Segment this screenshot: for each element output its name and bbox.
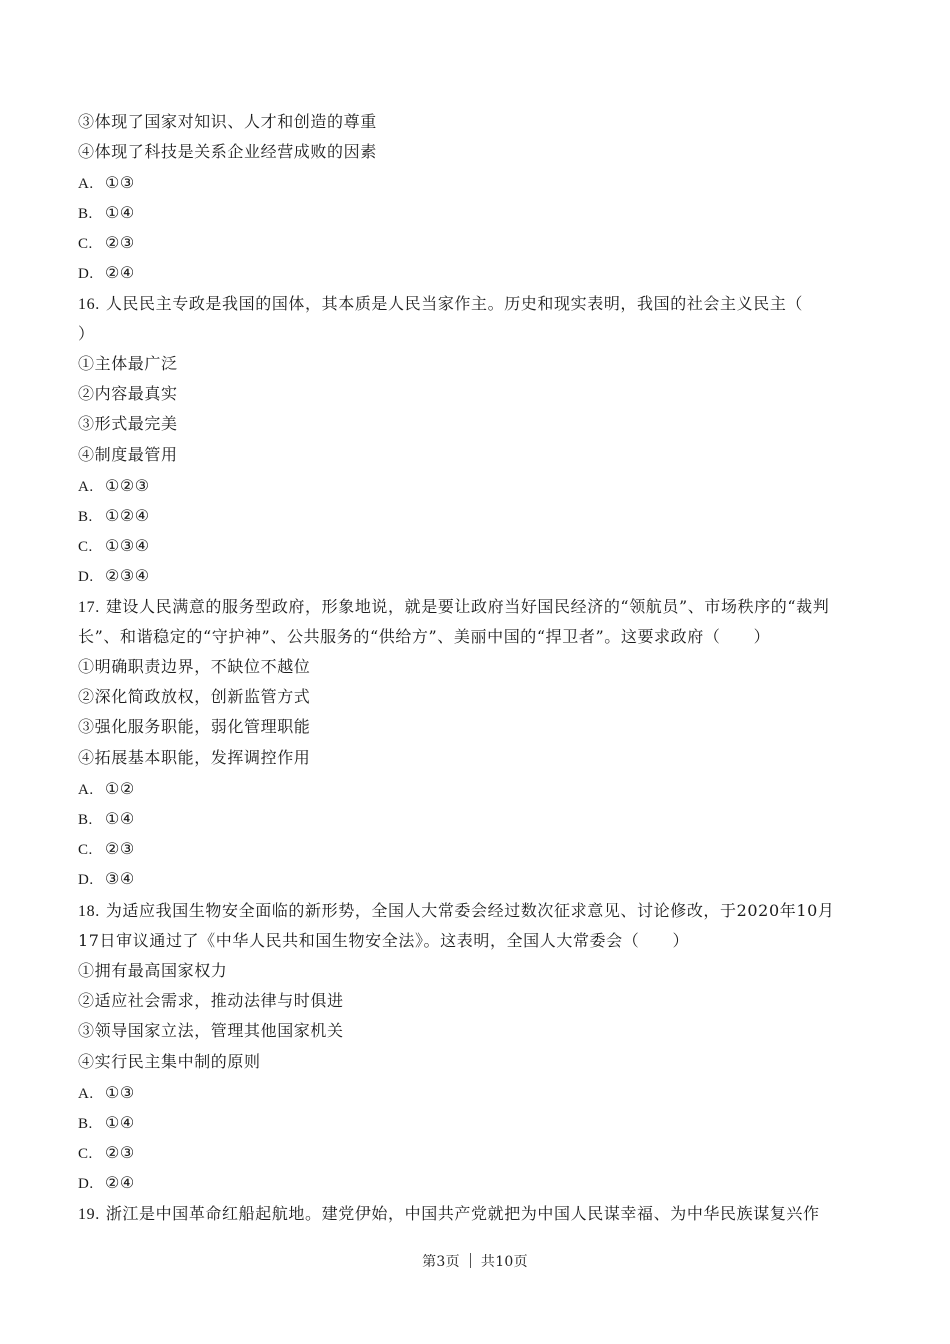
question-number: 17. — [78, 599, 100, 616]
question-number: 18. — [78, 903, 100, 920]
option-letter: C. — [78, 236, 93, 252]
q17-statement-2: ②深化简政放权，创新监管方式 — [78, 687, 311, 706]
q18-statement-3: ③领导国家立法，管理其他国家机关 — [78, 1021, 344, 1040]
q15-option-a — [78, 173, 135, 194]
option-value: ①② — [105, 779, 135, 798]
option-letter: D. — [78, 1176, 94, 1192]
question-number: 16. — [78, 296, 100, 313]
option-letter: B. — [78, 509, 93, 525]
page-footer — [0, 1251, 950, 1271]
q17-option-a — [78, 779, 135, 800]
option-value: ②③ — [105, 233, 135, 252]
question-text: 为适应我国生物安全面临的新形势，全国人大常委会经过数次征求意见、讨论修改，于2020年10月 — [105, 901, 835, 920]
option-letter: C. — [78, 539, 93, 555]
q16-option-a — [78, 476, 150, 497]
option-letter: C. — [78, 1146, 93, 1162]
option-value: ①③ — [105, 1083, 135, 1102]
q17-statement-1: ①明确职责边界，不缺位不越位 — [78, 657, 311, 676]
option-letter: B. — [78, 812, 93, 828]
option-letter: A. — [78, 479, 94, 495]
q15-option-d — [78, 263, 135, 284]
q17-option-d — [78, 869, 135, 890]
option-value: ②③ — [105, 1143, 135, 1162]
q16-stem-line1 — [78, 294, 803, 315]
page-total: 共10页 — [480, 1254, 528, 1270]
option-letter: A. — [78, 176, 94, 192]
option-value: ①③④ — [105, 536, 150, 555]
q16-option-d — [78, 566, 150, 587]
q17-option-c — [78, 839, 135, 860]
option-value: ②④ — [105, 1173, 135, 1192]
q18-statement-4: ④实行民主集中制的原则 — [78, 1052, 261, 1071]
q17-option-b — [78, 809, 135, 830]
option-letter: D. — [78, 872, 94, 888]
q19-stem-line1 — [78, 1204, 820, 1225]
q18-stem-line1 — [78, 901, 835, 922]
option-letter: B. — [78, 1116, 93, 1132]
q17-statement-4: ④拓展基本职能，发挥调控作用 — [78, 748, 311, 767]
q18-option-c — [78, 1143, 135, 1164]
q16-stem-line2: ） — [78, 324, 95, 343]
option-value: ①④ — [105, 203, 135, 222]
option-value: ①④ — [105, 809, 135, 828]
question-number: 19. — [78, 1206, 100, 1223]
footer-divider — [470, 1253, 471, 1268]
option-letter: C. — [78, 842, 93, 858]
q18-statement-1: ①拥有最高国家权力 — [78, 961, 228, 980]
q15-option-b — [78, 203, 135, 224]
q18-statement-2: ②适应社会需求，推动法律与时俱进 — [78, 991, 344, 1010]
question-text: 浙江是中国革命红船起航地。建党伊始，中国共产党就把为中国人民谋幸福、为中华民族谋复兴作 — [105, 1204, 820, 1223]
q16-statement-2: ②内容最真实 — [78, 384, 178, 403]
option-value: ②④ — [105, 263, 135, 282]
page-number: 第3页 — [422, 1254, 460, 1270]
q18-stem-line2: 17日审议通过了《中华人民共和国生物安全法》。这表明，全国人大常委会（ ） — [78, 931, 690, 950]
q17-stem-line1 — [78, 597, 829, 618]
option-letter: A. — [78, 1086, 94, 1102]
q15-statement-4: ④体现了科技是关系企业经营成败的因素 — [78, 142, 377, 161]
option-letter: D. — [78, 266, 94, 282]
option-value: ①②④ — [105, 506, 150, 525]
option-value: ②③ — [105, 839, 135, 858]
q16-option-c — [78, 536, 150, 557]
option-value: ③④ — [105, 869, 135, 888]
q15-statement-3: ③体现了国家对知识、人才和创造的尊重 — [78, 112, 377, 131]
q16-statement-3: ③形式最完美 — [78, 414, 178, 433]
q16-option-b — [78, 506, 150, 527]
q17-stem-line2: 长”、和谐稳定的“守护神”、公共服务的“供给方”、美丽中国的“捍卫者”。这要求政府（ ） — [78, 627, 771, 646]
option-value: ②③④ — [105, 566, 150, 585]
q18-option-b — [78, 1113, 135, 1134]
q18-option-a — [78, 1083, 135, 1104]
question-text: 人民民主专政是我国的国体，其本质是人民当家作主。历史和现实表明，我国的社会主义民主（ — [105, 294, 804, 313]
q17-statement-3: ③强化服务职能，弱化管理职能 — [78, 717, 311, 736]
q16-statement-4: ④制度最管用 — [78, 445, 178, 464]
option-value: ①③ — [105, 173, 135, 192]
question-text: 建设人民满意的服务型政府，形象地说，就是要让政府当好国民经济的“领航员”、市场秩序的“裁判 — [105, 597, 830, 616]
option-letter: D. — [78, 569, 94, 585]
option-value: ①②③ — [105, 476, 150, 495]
option-value: ①④ — [105, 1113, 135, 1132]
option-letter: A. — [78, 782, 94, 798]
q18-option-d — [78, 1173, 135, 1194]
option-letter: B. — [78, 206, 93, 222]
q15-option-c — [78, 233, 135, 254]
q16-statement-1: ①主体最广泛 — [78, 354, 178, 373]
